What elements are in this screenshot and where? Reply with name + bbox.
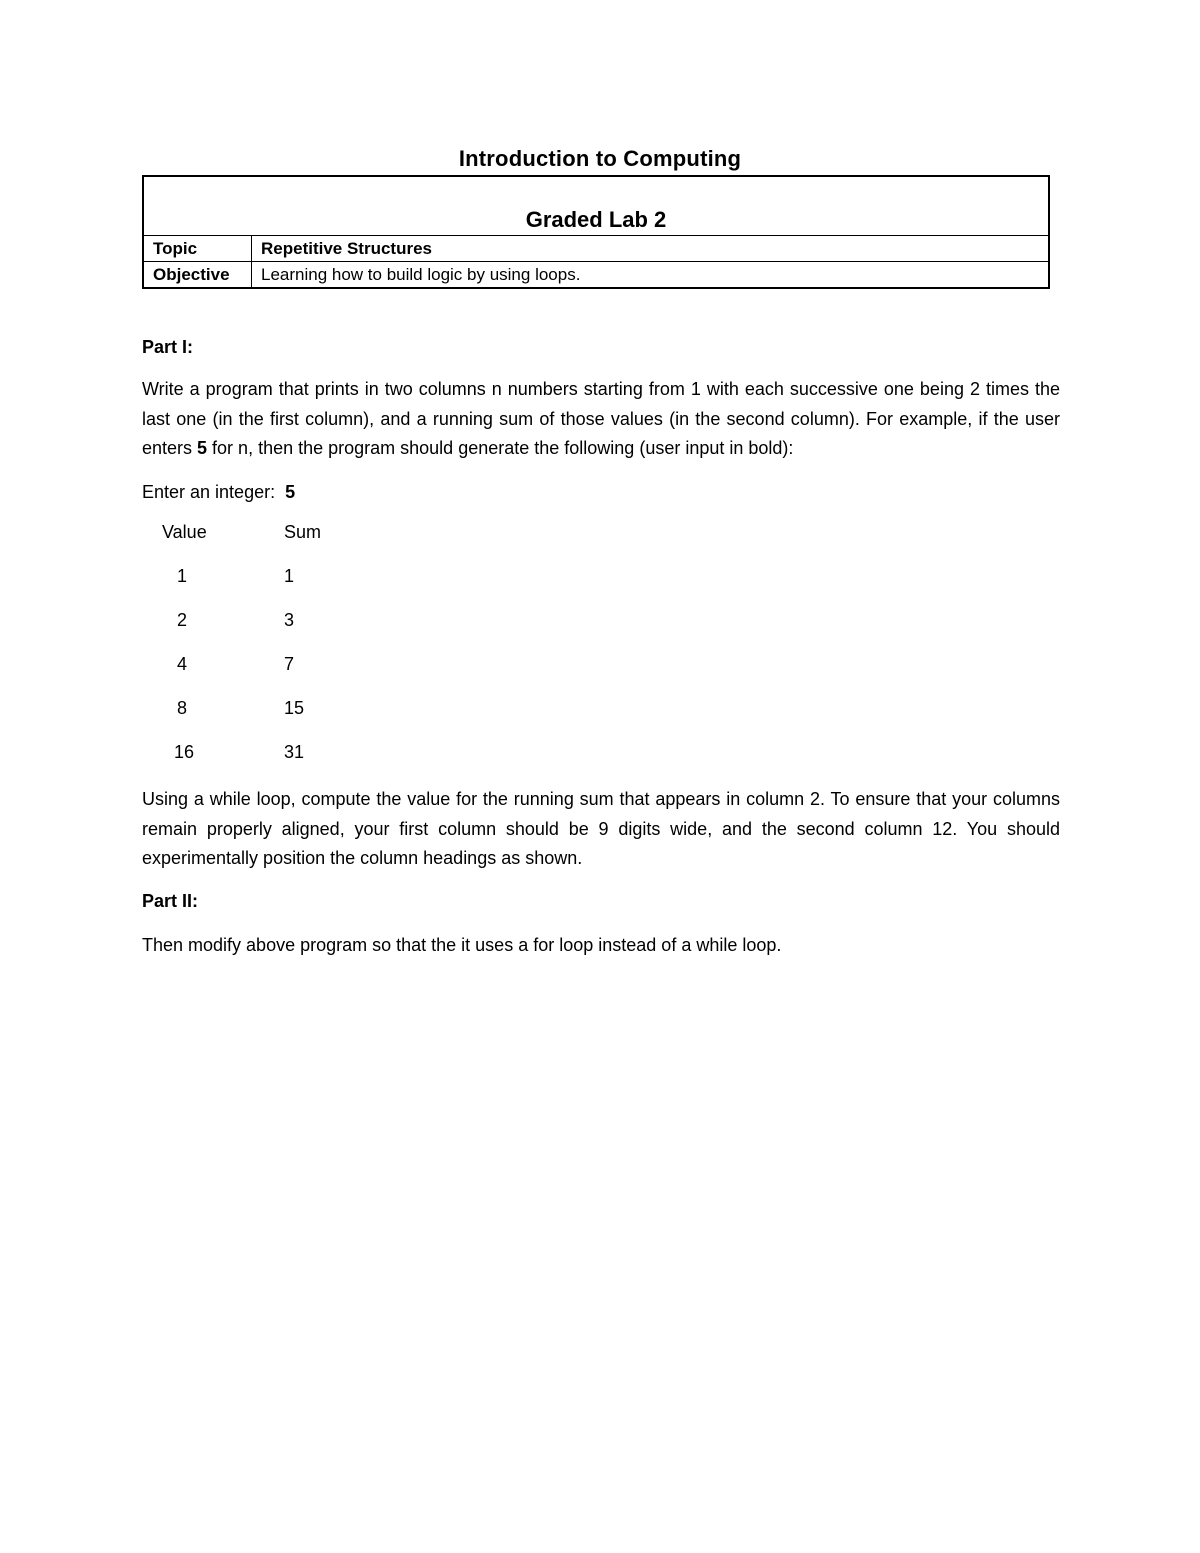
value-cell: 16: [174, 742, 195, 762]
value-cell: 8: [177, 698, 188, 718]
part2-text-b: loop instead of a: [554, 935, 697, 955]
part1-heading: Part I:: [142, 337, 194, 357]
value-cell: 1: [177, 566, 188, 586]
course-title: Introduction to Computing: [458, 146, 742, 171]
instructions-b: loop, compute the value for the running sum that appears in column 2. To ensure that your columns remain properly aligned, your first column should be 9 digits wide, and the second column 12. You should experimentally position the column headings as shown.: [142, 789, 1060, 868]
part1-intro-bold-value: 5: [197, 438, 208, 458]
part2-text-c: loop.: [737, 935, 782, 955]
objective-value: Learning how to build logic by using loops.: [252, 262, 1050, 289]
sum-column-header: Sum: [284, 522, 322, 542]
prompt-value: 5: [285, 482, 296, 502]
value-column-header: Value: [162, 522, 207, 542]
part1-intro-b: for n, then the program should generate the following (user input in bold):: [207, 438, 794, 458]
topic-label: Topic: [143, 236, 252, 262]
value-cell: 4: [177, 654, 188, 674]
part2-text: [142, 931, 1060, 961]
part2-heading: Part II:: [142, 891, 199, 911]
sum-cell: 31: [284, 742, 305, 762]
sum-cell: 15: [284, 698, 305, 718]
part1-intro-a: Write a program that prints in two columns n numbers starting from 1 with each successive one being 2 times the last one (in the first column), and a running sum of those values (in the second column). For example, if the user enters: [142, 379, 1060, 458]
part1-instructions: [142, 785, 1060, 874]
instructions-a: Using a: [142, 789, 210, 809]
sum-cell: 1: [284, 566, 295, 586]
objective-row: [143, 262, 1049, 289]
part2-text-a: Then modify above program so that the it uses a: [142, 935, 534, 955]
lab-title-row: [143, 176, 1049, 236]
prompt-label: Enter an integer:: [142, 482, 276, 502]
topic-value: Repetitive Structures: [252, 236, 1050, 262]
sum-cell: 7: [284, 654, 295, 674]
part2-keyword-for: for: [533, 935, 555, 955]
instructions-keyword: while: [209, 789, 251, 809]
topic-row: [143, 236, 1049, 262]
lab-info-table: [142, 175, 1050, 289]
objective-label: Objective: [143, 262, 252, 289]
sample-prompt: [142, 478, 1060, 508]
sum-cell: 3: [284, 610, 295, 630]
part2-keyword-while: while: [696, 935, 738, 955]
value-cell: 2: [177, 610, 188, 630]
lab-title: Graded Lab 2: [143, 176, 1049, 236]
part1-intro: [142, 375, 1060, 464]
